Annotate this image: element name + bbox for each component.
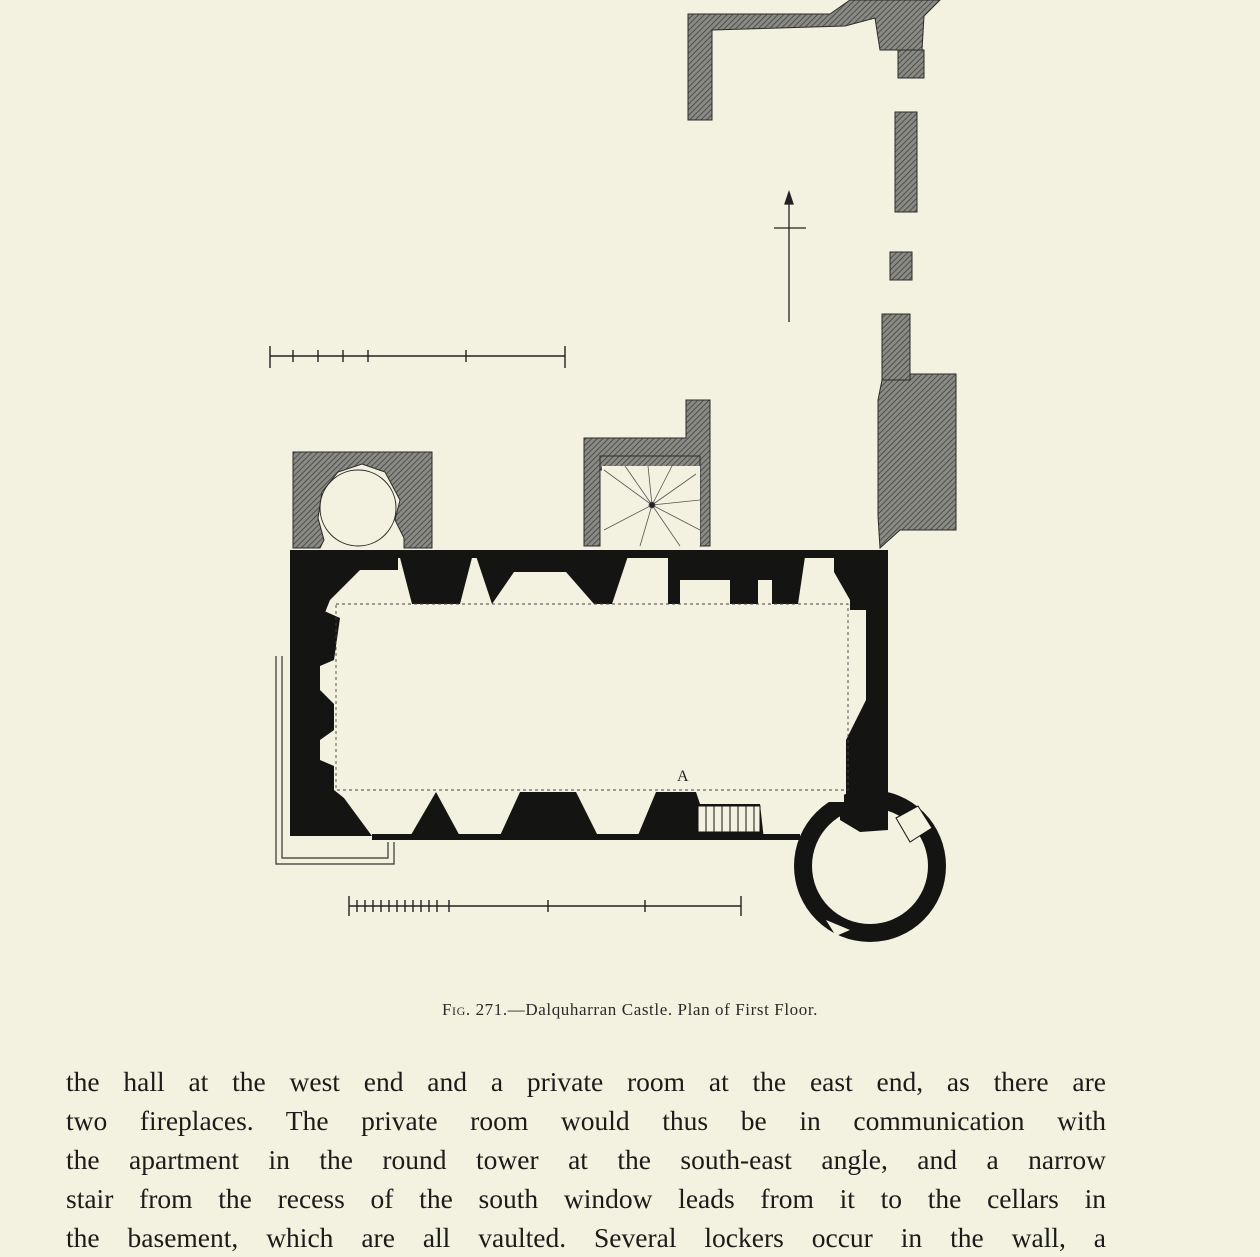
turret-chamber (320, 470, 396, 546)
figure-caption (0, 1000, 1260, 1020)
body-line: stair from the recess of the south window leads from it to the cellars in (66, 1183, 1106, 1214)
round-tower (794, 790, 946, 942)
body-line: the hall at the west end and a private room at the east end, as there are (66, 1066, 1106, 1097)
south-stair (698, 806, 760, 832)
upper-scale-bar (270, 346, 565, 368)
main-block-walls (290, 550, 888, 840)
marker-label-a: A (677, 768, 689, 785)
figure-title: —Dalquharran Castle. Plan of First Floor. (507, 1000, 819, 1019)
north-arrow-icon (774, 192, 806, 322)
figure-number: Fig. 271. (441, 1000, 508, 1019)
north-wing-walls (293, 0, 956, 548)
body-line: the apartment in the round tower at the south-east angle, and a narrow (66, 1144, 1106, 1175)
spiral-stair (602, 466, 700, 546)
body-paragraph (66, 1062, 1106, 1257)
hall-outline (336, 604, 848, 790)
body-line: two fireplaces. The private room would thus be in communication with (66, 1105, 1106, 1136)
body-line: the basement, which are all vaulted. Several lockers occur in the wall, a (66, 1222, 1106, 1253)
lower-scale-bar (349, 896, 741, 916)
